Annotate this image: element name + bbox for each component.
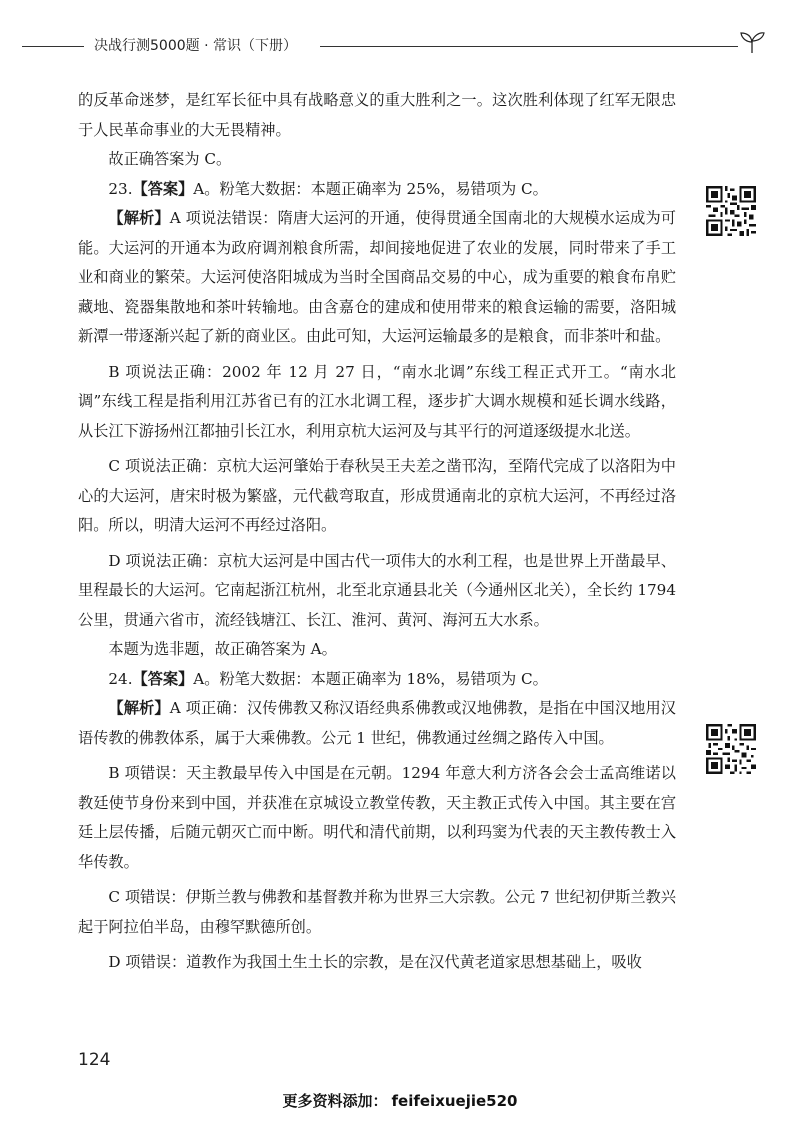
qr-code-icon[interactable] [706,724,756,774]
analysis-tag: 【解析】 [108,209,170,227]
page-number: 124 [78,1050,111,1070]
analysis-24-c: C 项错误：伊斯兰教与佛教和基督教并称为世界三大宗教。公元 7 世纪初伊斯兰教兴起于阿拉伯半岛，由穆罕默德所创。 [78,888,676,936]
analysis-23-c: C 项说法正确：京杭大运河肇始于春秋吴王夫差之凿邗沟，至隋代完成了以洛阳为中心的大运河，唐宋时极为繁盛，元代截弯取直，形成贯通南北的京杭大运河，不再经过洛阳。所以，明清大运河不再经过洛阳。 [78,457,676,534]
answer-conclusion: 故正确答案为 C。 [108,150,232,168]
footer-label: 更多资料添加： [282,1092,388,1110]
page-header [22,30,778,60]
answer-24-header: 24.【答案】A。粉笔大数据：本题正确率为 18%，易错项为 C。 [108,669,548,688]
header-rule-right [320,46,738,47]
analysis-24-b: B 项错误：天主教最早传入中国是在元朝。1294 年意大利方济各会会士孟高维诺以教廷使节身份来到中国，并获准在京城设立教堂传教，天主教正式传入中国。其主要在宫廷上层传播，后随元朝灭亡而中断。明代和清代前期，以利玛窦为代表的天主教传教士入华传教。 [78,764,676,871]
analysis-24-d: D 项错误：道教作为我国土生土长的宗教，是在汉代黄老道家思想基础上，吸收 [108,953,642,971]
analysis-23-a: 【解析】A 项说法错误：隋唐大运河的开通，使得贯通全国南北的大规模水运成为可能。大运河的开通本为政府调剂粮食所需，却间接地促进了农业的发展，同时带来了手工业和商业的繁荣。大运河使洛阳城成为当时全国商品交易的中心，成为重要的粮食布帛贮藏地、瓷器集散地和茶叶转输地。由含嘉仓的建成和使用带来的粮食运输的需要，洛阳城新潭一带逐渐兴起了新的商业区。由此可知，大运河运输最多的是粮食，而非茶叶和盐。 [78,209,676,345]
qr-code-icon[interactable] [706,186,756,236]
answer-conclusion: 本题为选非题，故正确答案为 A。 [108,640,337,658]
question-number: 23. [108,179,133,198]
answer-23-header: 23.【答案】A。粉笔大数据：本题正确率为 25%，易错项为 C。 [108,179,548,198]
answer-tag: 【答案】 [132,179,194,198]
question-number: 24. [108,669,133,688]
answer-tag: 【答案】 [132,669,194,688]
page-content [78,86,676,978]
footer-note [0,1090,800,1111]
footer-handle[interactable]: feifeixuejie520 [391,1092,518,1110]
analysis-24-a: 【解析】A 项正确：汉传佛教又称汉语经典系佛教或汉地佛教，是指在中国汉地用汉语传教的佛教体系，属于大乘佛教。公元 1 世纪，佛教通过丝绸之路传入中国。 [78,699,676,747]
paragraph-continuation: 的反革命迷梦，是红军长征中具有战略意义的重大胜利之一。这次胜利体现了红军无限忠于人民革命事业的大无畏精神。 [78,91,676,139]
sprout-icon [738,30,766,54]
analysis-tag: 【解析】 [108,699,170,717]
analysis-23-d: D 项说法正确：京杭大运河是中国古代一项伟大的水利工程，也是世界上开凿最早、里程最长的大运河。它南起浙江杭州，北至北京通县北关（今通州区北关），全长约 1794 公里，贯通六省市，流经钱塘江、长江、淮河、黄河、海河五大水系。 [78,551,676,629]
analysis-23-b: B 项说法正确：2002 年 12 月 27 日，“南水北调”东线工程正式开工。“南水北调”东线工程是指利用江苏省已有的江水北调工程，逐步扩大调水规模和延长调水线路，从长江下游扬州江都抽引长江水，利用京杭大运河及与其平行的河道逐级提水北送。 [78,362,676,440]
header-rule-left [22,46,84,47]
book-title: 决战行测5000题 · 常识（下册） [94,38,297,54]
